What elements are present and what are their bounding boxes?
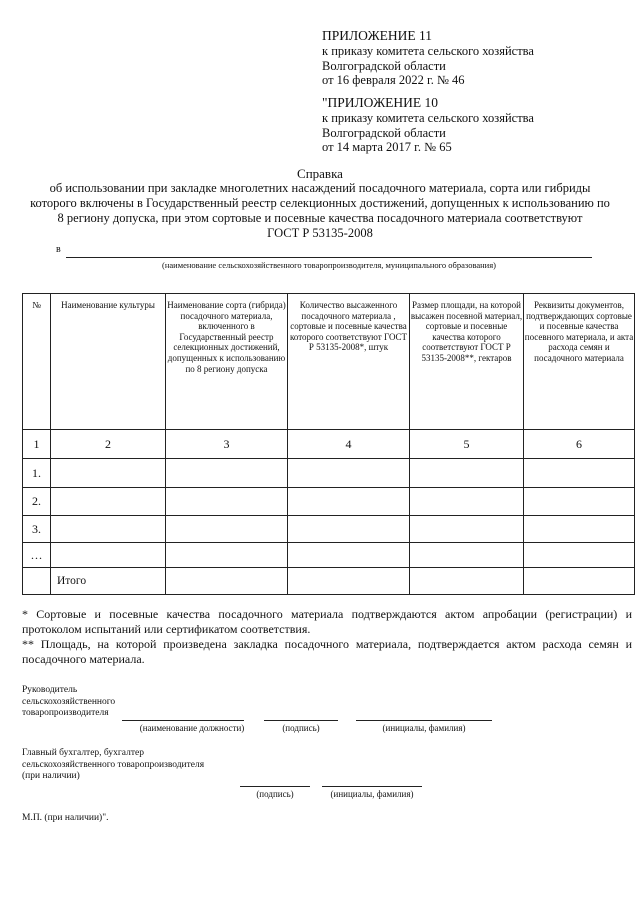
document-title-block: [10, 166, 630, 241]
producer-name-line[interactable]: [66, 257, 592, 258]
table-cell[interactable]: [288, 459, 410, 488]
table-row: [23, 488, 635, 516]
table-cell[interactable]: [410, 543, 524, 568]
table-cell[interactable]: [166, 516, 288, 543]
head-label-line: товаропроизводителя: [22, 708, 109, 718]
accountant-label-line: сельскохозяйственного товаропроизводителя: [22, 759, 205, 770]
table-cell[interactable]: [166, 488, 288, 516]
appendix-11-title: ПРИЛОЖЕНИЕ 11: [322, 28, 433, 43]
footnote-1: * Сортовые и посевные качества посадочного материала подтверждаются актом апробации (регистрации) и протоколом испытаний или сертификатом соответствия.: [22, 607, 632, 636]
head-signature-label: [22, 685, 115, 720]
table-cell[interactable]: [524, 459, 635, 488]
head-label-line: Руководитель: [22, 685, 78, 695]
column-number: 4: [288, 430, 410, 459]
appendix-10-block: [322, 95, 534, 155]
signature-caption: (подпись): [282, 723, 320, 733]
stamp-label: М.П. (при наличии)".: [22, 813, 109, 823]
header-crop: Наименование культуры: [51, 294, 166, 430]
table-cell[interactable]: [51, 543, 166, 568]
appendix-10-title: "ПРИЛОЖЕНИЕ 10: [322, 95, 439, 110]
producer-caption: (наименование сельскохозяйственного товаропроизводителя, муниципального образования): [162, 260, 496, 270]
table-row: [23, 543, 635, 568]
appendix-10-line: от 14 марта 2017 г. № 65: [322, 140, 452, 154]
signature-line[interactable]: [264, 720, 338, 721]
producer-prefix: в: [56, 244, 61, 255]
header-number: №: [23, 294, 51, 430]
table-cell[interactable]: [288, 488, 410, 516]
table-cell[interactable]: [524, 516, 635, 543]
accountant-name-line[interactable]: [322, 786, 422, 787]
header-documents: Реквизиты документов, подтверждающих сортовые и посевные качества посевного материала, и акта расхода семян и посадочного материала: [524, 294, 635, 430]
position-caption: (наименование должности): [139, 723, 245, 733]
appendix-11-block: [322, 28, 534, 88]
column-number-row: [23, 430, 635, 459]
table-cell[interactable]: [410, 488, 524, 516]
total-row: [23, 568, 635, 595]
table-cell[interactable]: [524, 488, 635, 516]
document-subtitle-line: об использовании при закладке многолетних насаждений посадочного материала, сорта или гибриды: [49, 181, 591, 195]
row-number: 2.: [23, 488, 51, 516]
table-header-row: [23, 294, 635, 430]
accountant-signature-line[interactable]: [240, 786, 310, 787]
document-subtitle-line: ГОСТ Р 53135-2008: [267, 226, 373, 240]
table-cell[interactable]: [166, 459, 288, 488]
column-number: 2: [51, 430, 166, 459]
document-subtitle-line: 8 региону допуска, при этом сортовые и посевные качества посадочного материала соответствуют: [57, 211, 583, 225]
table-cell[interactable]: [524, 543, 635, 568]
position-line[interactable]: [122, 720, 244, 721]
footnote-2: ** Площадь, на которой произведена закладка посадочного материала, подтверждается актом расхода семян и посадочного материала.: [22, 637, 632, 666]
accountant-label-line: (при наличии): [22, 771, 80, 781]
table-cell[interactable]: [410, 568, 524, 595]
document-title: Справка: [297, 166, 343, 181]
appendix-10-line: Волгоградской области: [322, 125, 446, 140]
column-number: 5: [410, 430, 524, 459]
table-cell[interactable]: [410, 459, 524, 488]
column-number: 6: [524, 430, 635, 459]
head-label-line: сельскохозяйственного: [22, 696, 116, 707]
header-area: Размер площади, на которой высажен посевной материал, сортовые и посевные качества которого соответствуют ГОСТ Р 53135-2008**, гектаров: [410, 294, 524, 430]
accountant-signature-label: [22, 748, 204, 783]
table-cell[interactable]: [524, 568, 635, 595]
table-row: [23, 459, 635, 488]
table-cell[interactable]: [166, 543, 288, 568]
appendix-11-line: к приказу комитета сельского хозяйства: [322, 44, 534, 58]
appendix-11-line: от 16 февраля 2022 г. № 46: [322, 73, 465, 87]
footnotes: [22, 607, 632, 667]
table-cell[interactable]: [51, 459, 166, 488]
accountant-signature-caption: (подпись): [256, 789, 294, 799]
row-number: 3.: [23, 516, 51, 543]
header-variety: Наименование сорта (гибрида) посадочного материала, включенного в Государственный реестр селекционных достижений, допущенных к использованию по 8 региону допуска: [166, 294, 288, 430]
table-cell[interactable]: [51, 488, 166, 516]
header-quantity: Количество высаженного посадочного материала , сортовые и посевные качества которого соответствуют ГОСТ Р 53135-2008*, штук: [288, 294, 410, 430]
table-row: [23, 516, 635, 543]
accountant-name-caption: (инициалы, фамилия): [330, 789, 414, 799]
table-cell[interactable]: [288, 516, 410, 543]
table-cell[interactable]: [288, 568, 410, 595]
row-number: 1.: [23, 459, 51, 488]
total-label: Итого: [51, 568, 166, 595]
appendix-11-line: Волгоградской области: [322, 58, 446, 73]
table-cell[interactable]: [166, 568, 288, 595]
usage-table: [22, 293, 635, 595]
column-number: 1: [23, 430, 51, 459]
row-number: …: [23, 543, 51, 568]
name-caption: (инициалы, фамилия): [382, 723, 466, 733]
accountant-label-line: Главный бухгалтер, бухгалтер: [22, 748, 144, 758]
appendix-10-line: к приказу комитета сельского хозяйства: [322, 111, 534, 125]
table-cell[interactable]: [51, 516, 166, 543]
table-cell: [23, 568, 51, 595]
table-cell[interactable]: [410, 516, 524, 543]
column-number: 3: [166, 430, 288, 459]
document-subtitle-line: которого включены в Государственный реестр селекционных достижений, допущенных к использованию по: [30, 196, 610, 210]
table-cell[interactable]: [288, 543, 410, 568]
name-line[interactable]: [356, 720, 492, 721]
